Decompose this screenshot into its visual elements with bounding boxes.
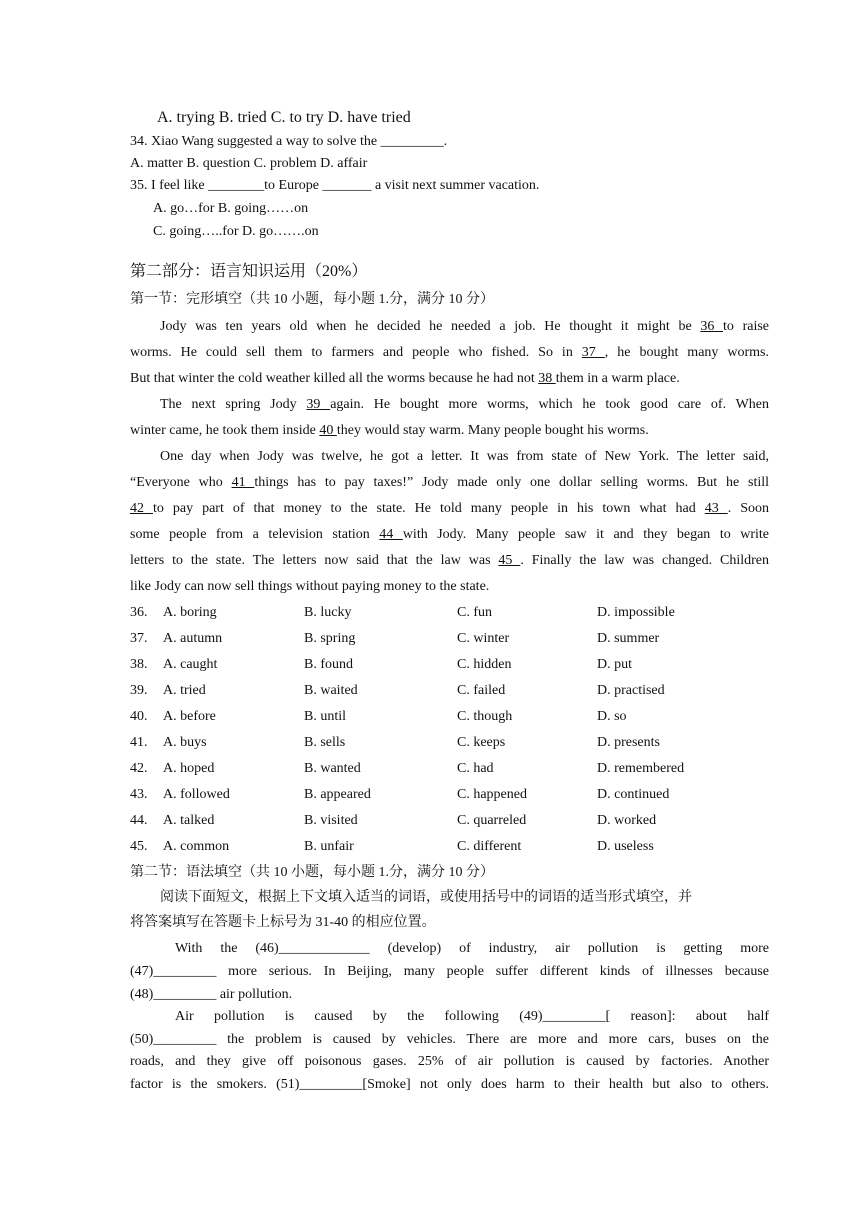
cloze-line: worms. He could sell them to farmers and people who fished. So in 37 , he bought many worms.: [130, 345, 769, 360]
grammar-line: Air pollution is caused by the following (49)_________[ reason]: about half: [175, 1009, 769, 1024]
blank-42: 42: [130, 501, 153, 516]
choice-option-d: D. worked: [597, 813, 657, 828]
grammar-line: (48)_________ air pollution.: [130, 987, 293, 1002]
choice-option-c: C. quarreled: [457, 813, 527, 828]
choice-option-d: D. summer: [597, 631, 660, 646]
section2-title: 第二节：语法填空（共 10 小题，每小题 1.分，满分 10 分）: [130, 865, 494, 880]
choice-option-a: A. tried: [163, 683, 206, 698]
choice-option-a: A. hoped: [163, 761, 215, 776]
cloze-line: letters to the state. The letters now said that the law was 45 . Finally the law was changed. Children: [130, 553, 770, 568]
choice-option-c: C. had: [457, 761, 494, 776]
section1-title: 第一节：完形填空（共 10 小题，每小题 1.分，满分 10 分）: [130, 292, 494, 307]
choice-option-b: B. spring: [304, 631, 356, 646]
blank-43: 43: [704, 501, 728, 516]
instruction-line: 将答案填写在答题卡上标号为 31-40 的相应位置。: [130, 915, 436, 930]
q33-options: A. trying B. tried C. to try D. have tried: [157, 109, 411, 126]
q35-options-row1: A. go…for B. going……on: [153, 201, 309, 216]
grammar-line: (47)_________ more serious. In Beijing, many people suffer different kinds of illnesses because: [130, 964, 769, 979]
choice-option-d: D. so: [597, 709, 627, 724]
choice-option-d: D. useless: [597, 839, 654, 854]
choice-option-d: D. continued: [597, 787, 670, 802]
choice-option-c: C. failed: [457, 683, 506, 698]
choice-option-b: B. wanted: [304, 761, 361, 776]
cloze-line: The next spring Jody 39 again. He bought more worms, which he took good care of. When: [160, 397, 770, 412]
choice-option-b: B. lucky: [304, 605, 352, 620]
grammar-line: (50)_________ the problem is caused by vehicles. There are more and more cars, buses on the: [130, 1032, 769, 1047]
choice-option-a: A. common: [163, 839, 230, 854]
cloze-line: some people from a television station 44 with Jody. Many people saw it and they began to write: [130, 527, 770, 542]
choice-number: 37.: [130, 631, 148, 646]
blank-36: 36: [700, 319, 724, 334]
choice-option-b: B. waited: [304, 683, 358, 698]
choice-option-c: C. different: [457, 839, 522, 854]
instruction-line: 阅读下面短文，根据上下文填入适当的词语，或使用括号中的词语的适当形式填空，并: [160, 890, 692, 905]
choice-option-c: C. though: [457, 709, 513, 724]
q34-options: A. matter B. question C. problem D. affair: [130, 156, 368, 171]
blank-45: 45: [498, 553, 521, 568]
choice-option-a: A. buys: [163, 735, 207, 750]
grammar-line: With the (46)_____________ (develop) of industry, air pollution is getting more: [175, 941, 769, 956]
choice-option-d: D. impossible: [597, 605, 675, 620]
choice-option-b: B. visited: [304, 813, 358, 828]
cloze-line: like Jody can now sell things without paying money to the state.: [130, 579, 490, 594]
blank-41: 41: [231, 475, 255, 490]
choice-option-a: A. before: [163, 709, 216, 724]
cloze-line: But that winter the cold weather killed all the worms because he had not 38 them in a warm place.: [130, 371, 680, 386]
blank-39: 39: [306, 397, 331, 412]
choice-number: 40.: [130, 709, 148, 724]
choice-number: 42.: [130, 761, 148, 776]
choice-option-d: D. presents: [597, 735, 660, 750]
choice-number: 39.: [130, 683, 148, 698]
choice-option-b: B. appeared: [304, 787, 371, 802]
choice-number: 43.: [130, 787, 148, 802]
choice-number: 36.: [130, 605, 148, 620]
choice-option-b: B. until: [304, 709, 347, 724]
blank-40: 40: [319, 423, 337, 438]
choice-option-c: C. fun: [457, 605, 492, 620]
choice-number: 41.: [130, 735, 148, 750]
cloze-line: One day when Jody was twelve, he got a letter. It was from state of New York. The letter said,: [160, 449, 769, 464]
choice-option-a: A. autumn: [163, 631, 223, 646]
cloze-line: 42 to pay part of that money to the state. He told many people in his town what had 43 . Soon: [130, 501, 770, 516]
blank-44: 44: [379, 527, 403, 542]
blank-37: 37: [581, 345, 605, 360]
choice-option-c: C. keeps: [457, 735, 506, 750]
q35-options-row2: C. going…..for D. go…….on: [153, 224, 319, 239]
choice-option-d: D. remembered: [597, 761, 685, 776]
cloze-line: Jody was ten years old when he decided he needed a job. He thought it might be 36 to raise: [160, 319, 769, 334]
choice-number: 38.: [130, 657, 148, 672]
q35-stem: 35. I feel like ________to Europe _______ a visit next summer vacation.: [130, 178, 540, 193]
choice-number: 44.: [130, 813, 148, 828]
q34-stem: 34. Xiao Wang suggested a way to solve the _________.: [130, 134, 448, 149]
grammar-line: roads, and they give off poisonous gases. 25% of air pollution is caused by factories. Another: [130, 1054, 769, 1069]
choice-option-b: B. found: [304, 657, 353, 672]
grammar-line: factor is the smokers. (51)_________[Smoke] not only does harm to their health but also to others.: [130, 1077, 769, 1092]
cloze-line: “Everyone who 41 things has to pay taxes!” Jody made only one dollar selling worms. But he still: [130, 475, 770, 490]
choice-option-a: A. caught: [163, 657, 218, 672]
choice-option-b: B. sells: [304, 735, 346, 750]
choice-option-a: A. followed: [163, 787, 230, 802]
choice-option-c: C. winter: [457, 631, 510, 646]
choice-option-a: A. boring: [163, 605, 217, 620]
choice-option-c: C. happened: [457, 787, 527, 802]
cloze-line: winter came, he took them inside 40 they would stay warm. Many people bought his worms.: [130, 423, 649, 438]
choice-option-d: D. practised: [597, 683, 665, 698]
choice-option-a: A. talked: [163, 813, 215, 828]
choice-number: 45.: [130, 839, 148, 854]
part2-title: 第二部分：语言知识运用（20%）: [130, 263, 368, 280]
blank-38: 38: [538, 371, 556, 386]
choice-option-c: C. hidden: [457, 657, 512, 672]
choice-option-d: D. put: [597, 657, 632, 672]
choice-option-b: B. unfair: [304, 839, 354, 854]
